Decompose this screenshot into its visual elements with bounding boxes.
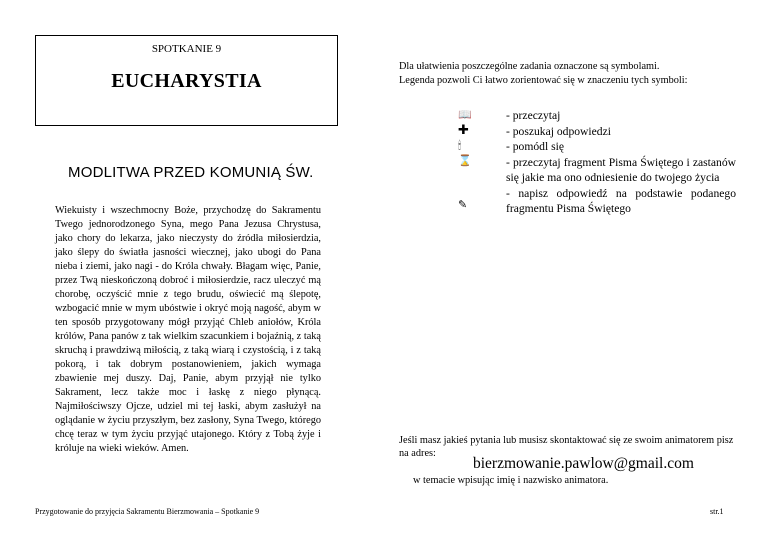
contact-email[interactable]: bierzmowanie.pawlow@gmail.com: [473, 455, 694, 472]
contact-text: Jeśli masz jakieś pytania lub musisz skontaktować się ze swoim animatorem pisz na adres:: [399, 435, 734, 459]
pen-icon: ✎: [458, 198, 468, 211]
contact-note: w temacie wpisując imię i nazwisko animatora.: [413, 475, 609, 486]
title-box: [35, 35, 338, 126]
legend-item: - przeczytaj: [506, 109, 561, 122]
legend-intro: [399, 60, 739, 88]
meeting-label: SPOTKANIE 9: [151, 43, 222, 55]
candle-icon: 🕯: [458, 139, 462, 152]
legend-item: - poszukaj odpowiedzi: [506, 124, 611, 138]
legend-item: - pomódl się: [506, 140, 564, 153]
legend-intro-line1: Dla ułatwienia poszczególne zadania oznaczone są symbolami.: [399, 61, 660, 72]
legend-list: [506, 108, 736, 217]
page-title: EUCHARYSTIA: [111, 70, 262, 92]
book-icon: 📖: [458, 108, 472, 121]
cross-icon: ✚: [458, 123, 469, 138]
page-number: str.1: [710, 507, 724, 516]
legend-intro-line2: Legenda pozwoli Ci łatwo zorientować się w znaczeniu tych symboli:: [399, 75, 688, 86]
footer-text: Przygotowanie do przyjęcia Sakramentu Bierzmowania – Spotkanie 9: [35, 507, 260, 516]
legend-item: - przeczytaj fragment Pisma Świętego i zastanów się jakie ma ono odniesienie do twojego życia: [506, 155, 736, 184]
legend-item: - napisz odpowiedź na podstawie podanego fragmentu Pisma Świętego: [506, 186, 736, 215]
prayer-title: MODLITWA PRZED KOMUNIĄ ŚW.: [68, 164, 314, 181]
prayer-text: Wiekuisty i wszechmocny Boże, przychodzę do Sakramentu Twego jednorodzonego Syna, mego Pana Jezusa Chrystusa, jako chory do lekarza, jako nieczysty do źródła miłosierdzia, jako ślepy do światła jasności wiecznej, jako ubogi do Pana nieba i ziemi, jako nagi - do Króla chwały. Błagam więc, Panie, przez Twą nieskończoną dobroć i miłosierdzie, racz uleczyć mą chorobę, oczyścić mnie z tego brudu, oświecić mą ślepotę, wzbogacić mnie w mym ubóstwie i okryć moją nagość, abym w ten sposób przygotowany mógł przyjąć Chleb aniołów, Króla królów, Pana panów z tak wielkim szacunkiem i bojaźnią, z taką skruchą i prawdziwą miłością, z taką wiarą i czystością, i z taką pokorą, i tak dobrym postanowieniem, jakich wymaga zbawienie mej duszy. Daj, Panie, abym przyjął nie tylko Sakrament, lecz także moc i łaskę z niego płynącą. Najmiłościwszy Ojcze, udziel mi tej łaski, abym zasłużył na oglądanie w życiu przyszłym, bez zasłony, Syna Twego, którego chcę teraz w tym życiu przyjąć utajonego. Który z Tobą żyje i króluje na wieki wieków. Amen.: [55, 205, 321, 454]
hourglass-icon: ⌛: [458, 154, 472, 167]
